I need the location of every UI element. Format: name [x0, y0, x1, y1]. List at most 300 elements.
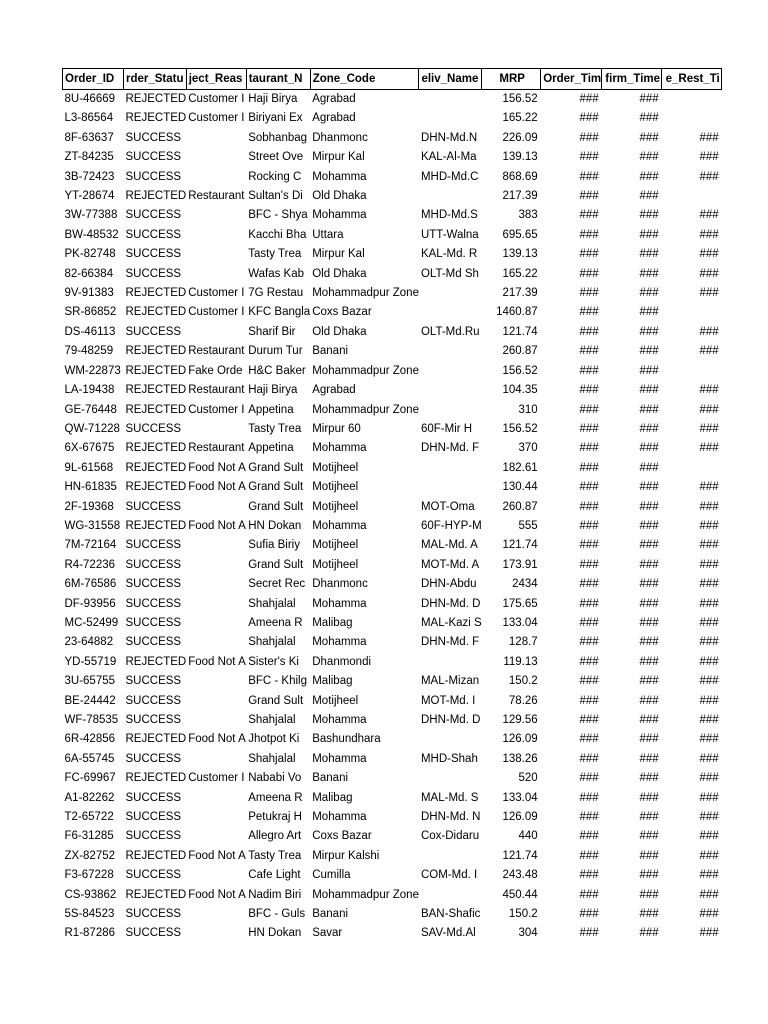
cell-rest-time[interactable]: ### — [699, 694, 719, 707]
cell-zone-code[interactable]: Cumilla — [312, 869, 351, 882]
cell-reject-reason[interactable] — [186, 595, 246, 614]
cell-rest-time[interactable] — [662, 109, 722, 128]
cell-deliv-name[interactable]: MAL-Md. A — [420, 539, 478, 552]
cell-confirm-time[interactable]: ### — [639, 442, 659, 455]
cell-reject-reason[interactable] — [186, 905, 246, 924]
cell-reject-reason[interactable]: Restaurant — [188, 384, 245, 397]
cell-mrp[interactable]: 310 — [518, 403, 538, 416]
cell-deliv-name[interactable] — [419, 303, 482, 322]
cell-reject-reason[interactable] — [186, 556, 246, 575]
cell-zone-code[interactable]: Banani — [312, 908, 349, 921]
cell-reject-reason[interactable] — [186, 168, 246, 187]
cell-reject-reason[interactable]: Food Not A — [188, 519, 246, 532]
cell-zone-code[interactable]: Motijheel — [312, 481, 359, 494]
header-zone-code[interactable]: Zone_Code — [310, 69, 419, 90]
cell-confirm-time[interactable]: ### — [639, 403, 659, 416]
cell-rest-time[interactable]: ### — [699, 519, 719, 532]
cell-order-status[interactable]: SUCCESS — [125, 267, 182, 280]
cell-order-status[interactable]: SUCCESS — [125, 791, 182, 804]
cell-order-status[interactable]: REJECTED — [125, 481, 187, 494]
cell-confirm-time[interactable]: ### — [639, 422, 659, 435]
cell-restaurant-name[interactable]: KFC Bangla — [248, 306, 311, 319]
cell-order-status[interactable]: SUCCESS — [125, 209, 182, 222]
cell-mrp[interactable]: 868.69 — [502, 170, 538, 183]
cell-reject-reason[interactable] — [186, 614, 246, 633]
cell-order-status[interactable]: SUCCESS — [125, 578, 182, 591]
cell-order-id[interactable]: 8F-63637 — [64, 131, 114, 144]
cell-reject-reason[interactable] — [186, 420, 246, 439]
cell-reject-reason[interactable]: Customer I — [188, 93, 245, 105]
cell-order-time[interactable]: ### — [579, 170, 599, 183]
cell-restaurant-name[interactable]: BFC - Khilg — [248, 675, 307, 688]
cell-reject-reason[interactable] — [186, 226, 246, 245]
cell-rest-time[interactable]: ### — [699, 228, 719, 241]
cell-order-id[interactable]: CS-93862 — [64, 888, 117, 901]
cell-mrp[interactable]: 1460.87 — [496, 306, 538, 319]
cell-zone-code[interactable]: Mohamma — [312, 170, 367, 183]
cell-zone-code[interactable]: Banani — [312, 772, 349, 785]
cell-order-id[interactable]: GE-76448 — [64, 403, 117, 416]
cell-reject-reason[interactable] — [186, 808, 246, 827]
cell-deliv-name[interactable]: MHD-Shah — [420, 752, 478, 765]
cell-mrp[interactable]: 121.74 — [502, 325, 538, 338]
cell-order-status[interactable]: REJECTED — [125, 733, 187, 746]
cell-restaurant-name[interactable]: Shahjalal — [248, 752, 296, 765]
cell-order-time[interactable]: ### — [579, 888, 599, 901]
cell-mrp[interactable]: 121.74 — [502, 849, 538, 862]
cell-zone-code[interactable]: Old Dhaka — [312, 325, 367, 338]
cell-rest-time[interactable] — [662, 362, 722, 381]
cell-restaurant-name[interactable]: Grand Sult — [248, 461, 304, 474]
cell-order-status[interactable]: REJECTED — [125, 306, 187, 319]
cell-mrp[interactable]: 156.52 — [502, 364, 538, 377]
cell-order-status[interactable]: SUCCESS — [125, 558, 182, 571]
cell-confirm-time[interactable]: ### — [639, 539, 659, 552]
cell-order-id[interactable]: MC-52499 — [64, 616, 119, 629]
cell-order-id[interactable]: YT-28674 — [64, 190, 115, 203]
cell-rest-time[interactable]: ### — [699, 752, 719, 765]
cell-reject-reason[interactable] — [186, 575, 246, 594]
cell-order-time[interactable]: ### — [579, 791, 599, 804]
cell-zone-code[interactable]: Mohamma — [312, 597, 367, 610]
cell-rest-time[interactable]: ### — [699, 151, 719, 164]
cell-deliv-name[interactable]: COM-Md. I — [420, 869, 478, 882]
cell-zone-code[interactable]: Mohammadpur Zone — [312, 888, 419, 901]
cell-order-time[interactable]: ### — [579, 752, 599, 765]
cell-reject-reason[interactable]: Food Not A — [188, 461, 246, 474]
cell-mrp[interactable]: 78.26 — [508, 694, 538, 707]
cell-mrp[interactable]: 440 — [518, 830, 538, 843]
cell-order-status[interactable]: REJECTED — [125, 190, 187, 203]
cell-confirm-time[interactable]: ### — [639, 733, 659, 746]
cell-confirm-time[interactable]: ### — [639, 772, 659, 785]
cell-order-status[interactable]: REJECTED — [125, 287, 187, 300]
cell-confirm-time[interactable]: ### — [639, 675, 659, 688]
cell-restaurant-name[interactable]: Jhotpot Ki — [248, 733, 300, 746]
cell-order-status[interactable]: SUCCESS — [125, 752, 182, 765]
cell-zone-code[interactable]: Mirpur Kal — [312, 248, 365, 261]
cell-order-id[interactable]: 23-64882 — [64, 636, 114, 649]
cell-confirm-time[interactable]: ### — [639, 888, 659, 901]
cell-order-status[interactable]: SUCCESS — [125, 228, 182, 241]
cell-order-time[interactable]: ### — [579, 811, 599, 824]
cell-confirm-time[interactable]: ### — [639, 287, 659, 300]
cell-mrp[interactable]: 139.13 — [502, 151, 538, 164]
cell-order-status[interactable]: SUCCESS — [125, 694, 182, 707]
cell-reject-reason[interactable] — [186, 245, 246, 264]
cell-rest-time[interactable]: ### — [699, 384, 719, 397]
cell-restaurant-name[interactable]: Cafe Light — [248, 869, 301, 882]
cell-confirm-time[interactable]: ### — [639, 228, 659, 241]
cell-order-id[interactable]: F3-67228 — [64, 869, 114, 882]
cell-deliv-name[interactable]: Cox-Didaru — [420, 830, 480, 843]
cell-order-status[interactable]: REJECTED — [125, 888, 187, 901]
cell-rest-time[interactable]: ### — [699, 830, 719, 843]
cell-restaurant-name[interactable]: BFC - Shya — [248, 209, 308, 222]
cell-reject-reason[interactable]: Customer I — [188, 306, 245, 319]
header-mrp[interactable]: MRP — [482, 69, 541, 90]
cell-order-id[interactable]: YD-55719 — [64, 655, 117, 668]
cell-order-status[interactable]: SUCCESS — [125, 131, 182, 144]
header-deliv-name[interactable]: eliv_Name — [419, 69, 482, 90]
cell-order-time[interactable]: ### — [579, 209, 599, 222]
cell-confirm-time[interactable]: ### — [639, 927, 659, 940]
cell-order-id[interactable]: 9L-61568 — [64, 461, 114, 474]
cell-restaurant-name[interactable]: HN Dokan — [248, 519, 302, 532]
header-confirm-time[interactable]: firm_Time — [602, 69, 662, 90]
cell-deliv-name[interactable] — [419, 769, 482, 788]
cell-deliv-name[interactable]: BAN-Shafic — [420, 908, 481, 921]
cell-reject-reason[interactable]: Food Not A — [188, 655, 246, 668]
cell-mrp[interactable]: 139.13 — [502, 248, 538, 261]
cell-zone-code[interactable]: Agrabad — [312, 112, 356, 125]
cell-mrp[interactable]: 150.2 — [508, 908, 538, 921]
cell-order-time[interactable]: ### — [579, 267, 599, 280]
cell-deliv-name[interactable]: DHN-Md. N — [420, 811, 481, 824]
cell-deliv-name[interactable] — [419, 459, 482, 478]
cell-restaurant-name[interactable]: 7G Restau — [248, 287, 304, 300]
cell-order-time[interactable]: ### — [579, 636, 599, 649]
cell-rest-time[interactable]: ### — [699, 481, 719, 494]
cell-order-status[interactable]: SUCCESS — [125, 616, 182, 629]
cell-restaurant-name[interactable]: HN Dokan — [248, 927, 302, 940]
cell-order-status[interactable]: REJECTED — [125, 93, 187, 105]
cell-mrp[interactable]: 243.48 — [502, 869, 538, 882]
cell-zone-code[interactable]: Mohamma — [312, 636, 367, 649]
cell-reject-reason[interactable] — [186, 265, 246, 284]
cell-order-id[interactable]: WG-31558 — [64, 519, 121, 532]
cell-confirm-time[interactable]: ### — [639, 616, 659, 629]
cell-restaurant-name[interactable]: Durum Tur — [248, 345, 303, 358]
cell-reject-reason[interactable] — [186, 633, 246, 652]
cell-deliv-name[interactable] — [419, 653, 482, 672]
cell-order-id[interactable]: ZX-82752 — [64, 849, 116, 862]
cell-order-id[interactable]: 79-48259 — [64, 345, 114, 358]
cell-rest-time[interactable] — [662, 459, 722, 478]
cell-order-id[interactable]: BW-48532 — [64, 228, 119, 241]
cell-mrp[interactable]: 260.87 — [502, 345, 538, 358]
cell-order-time[interactable]: ### — [579, 306, 599, 319]
cell-reject-reason[interactable]: Customer I — [188, 112, 245, 125]
cell-zone-code[interactable]: Mirpur Kal — [312, 151, 365, 164]
cell-mrp[interactable]: 133.04 — [502, 791, 538, 804]
cell-mrp[interactable]: 150.2 — [508, 675, 538, 688]
cell-order-id[interactable]: SR-86852 — [64, 306, 117, 319]
cell-zone-code[interactable]: Mirpur 60 — [312, 422, 361, 435]
cell-order-time[interactable]: ### — [579, 830, 599, 843]
cell-order-status[interactable]: REJECTED — [125, 461, 187, 474]
cell-order-time[interactable]: ### — [579, 539, 599, 552]
cell-confirm-time[interactable]: ### — [639, 849, 659, 862]
cell-deliv-name[interactable]: MAL-Md. S — [420, 791, 479, 804]
cell-confirm-time[interactable]: ### — [639, 636, 659, 649]
cell-zone-code[interactable]: Mohamma — [312, 752, 367, 765]
cell-restaurant-name[interactable]: Sufia Biriy — [248, 539, 300, 552]
cell-mrp[interactable]: 383 — [518, 209, 538, 222]
cell-reject-reason[interactable] — [186, 924, 246, 943]
cell-mrp[interactable]: 126.09 — [502, 733, 538, 746]
cell-zone-code[interactable]: Motijheel — [312, 694, 359, 707]
cell-reject-reason[interactable]: Customer I — [188, 287, 245, 300]
cell-reject-reason[interactable] — [186, 672, 246, 691]
cell-zone-code[interactable]: Mohammadpur Zone — [312, 403, 419, 416]
cell-order-time[interactable]: ### — [579, 131, 599, 144]
cell-order-id[interactable]: 7M-72164 — [64, 539, 117, 552]
cell-rest-time[interactable]: ### — [699, 791, 719, 804]
cell-order-time[interactable]: ### — [579, 287, 599, 300]
cell-order-status[interactable]: REJECTED — [125, 442, 187, 455]
cell-mrp[interactable]: 175.65 — [502, 597, 538, 610]
cell-zone-code[interactable]: Agrabad — [312, 93, 356, 105]
cell-order-id[interactable]: PK-82748 — [64, 248, 116, 261]
cell-restaurant-name[interactable]: Biriyani Ex — [248, 112, 303, 125]
cell-mrp[interactable]: 165.22 — [502, 267, 538, 280]
cell-zone-code[interactable]: Mohamma — [312, 714, 367, 726]
cell-deliv-name[interactable] — [419, 187, 482, 206]
cell-restaurant-name[interactable]: Secret Rec — [248, 578, 306, 591]
cell-deliv-name[interactable] — [419, 478, 482, 497]
cell-order-time[interactable]: ### — [579, 675, 599, 688]
cell-reject-reason[interactable]: Fake Orde — [188, 364, 243, 377]
cell-order-id[interactable]: 9V-91383 — [64, 287, 114, 300]
cell-order-id[interactable]: A1-82262 — [64, 791, 115, 804]
cell-order-id[interactable]: LA-19438 — [64, 384, 115, 397]
cell-restaurant-name[interactable]: Shahjalal — [248, 597, 296, 610]
cell-order-status[interactable]: SUCCESS — [125, 151, 182, 164]
cell-mrp[interactable]: 128.7 — [508, 636, 538, 649]
cell-confirm-time[interactable]: ### — [639, 151, 659, 164]
cell-restaurant-name[interactable]: Allegro Art — [248, 830, 302, 843]
cell-confirm-time[interactable]: ### — [639, 131, 659, 144]
cell-order-time[interactable]: ### — [579, 869, 599, 882]
cell-order-time[interactable]: ### — [579, 248, 599, 261]
cell-mrp[interactable]: 130.44 — [502, 481, 538, 494]
cell-order-status[interactable]: SUCCESS — [125, 830, 182, 843]
cell-restaurant-name[interactable]: Nababi Vo — [248, 772, 302, 785]
header-order-status[interactable]: rder_Statu — [124, 69, 187, 90]
cell-order-time[interactable]: ### — [579, 190, 599, 203]
cell-order-time[interactable]: ### — [579, 481, 599, 494]
cell-order-status[interactable]: REJECTED — [125, 655, 187, 668]
cell-order-status[interactable]: SUCCESS — [125, 714, 182, 726]
cell-restaurant-name[interactable]: Grand Sult — [248, 500, 304, 513]
cell-order-status[interactable]: SUCCESS — [125, 500, 182, 513]
cell-mrp[interactable]: 555 — [518, 519, 538, 532]
cell-order-id[interactable]: 8U-46669 — [64, 93, 116, 105]
cell-deliv-name[interactable]: DHN-Abdu — [420, 578, 477, 591]
cell-reject-reason[interactable] — [186, 129, 246, 148]
cell-order-time[interactable]: ### — [579, 325, 599, 338]
cell-order-time[interactable]: ### — [579, 519, 599, 532]
cell-zone-code[interactable]: Mohammadpur Zone — [312, 364, 419, 377]
cell-order-status[interactable]: SUCCESS — [125, 325, 182, 338]
cell-confirm-time[interactable]: ### — [639, 93, 659, 105]
cell-order-id[interactable]: T2-65722 — [64, 811, 114, 824]
cell-deliv-name[interactable]: DHN-Md. F — [420, 636, 480, 649]
cell-order-time[interactable]: ### — [579, 93, 599, 105]
cell-deliv-name[interactable]: KAL-Al-Ma — [420, 151, 477, 164]
cell-deliv-name[interactable]: MOT-Md. I — [420, 694, 476, 707]
cell-mrp[interactable]: 165.22 — [502, 112, 538, 125]
cell-zone-code[interactable]: Coxs Bazar — [312, 306, 372, 319]
cell-zone-code[interactable]: Malibag — [312, 675, 353, 688]
cell-mrp[interactable]: 217.39 — [502, 190, 538, 203]
cell-order-time[interactable]: ### — [579, 364, 599, 377]
cell-restaurant-name[interactable]: Kacchi Bha — [248, 228, 307, 241]
cell-zone-code[interactable]: Savar — [312, 927, 343, 940]
cell-reject-reason[interactable]: Food Not A — [188, 888, 246, 901]
cell-order-id[interactable]: DS-46113 — [64, 325, 116, 338]
cell-order-id[interactable]: R4-72236 — [64, 558, 116, 571]
cell-deliv-name[interactable]: MOT-Md. A — [420, 558, 480, 571]
cell-mrp[interactable]: 121.74 — [502, 539, 538, 552]
cell-order-id[interactable]: R1-87286 — [64, 927, 116, 940]
cell-order-time[interactable]: ### — [579, 461, 599, 474]
cell-order-id[interactable]: ZT-84235 — [64, 151, 114, 164]
cell-order-id[interactable]: 6X-67675 — [64, 442, 115, 455]
cell-mrp[interactable]: 156.52 — [502, 422, 538, 435]
cell-deliv-name[interactable]: MAL-Kazi S — [420, 616, 482, 629]
cell-order-status[interactable]: SUCCESS — [125, 170, 182, 183]
cell-confirm-time[interactable]: ### — [639, 714, 659, 726]
cell-reject-reason[interactable] — [186, 148, 246, 167]
cell-order-status[interactable]: SUCCESS — [125, 422, 182, 435]
cell-restaurant-name[interactable]: Grand Sult — [248, 694, 304, 707]
cell-confirm-time[interactable]: ### — [639, 578, 659, 591]
cell-mrp[interactable]: 450.44 — [502, 888, 538, 901]
cell-order-id[interactable]: L3-86564 — [64, 112, 114, 125]
cell-restaurant-name[interactable]: Haji Birya — [248, 384, 298, 397]
cell-order-time[interactable]: ### — [579, 500, 599, 513]
cell-mrp[interactable]: 138.26 — [502, 752, 538, 765]
cell-zone-code[interactable]: Motijheel — [312, 558, 359, 571]
cell-confirm-time[interactable]: ### — [639, 655, 659, 668]
cell-order-time[interactable]: ### — [579, 422, 599, 435]
cell-mrp[interactable]: 119.13 — [503, 655, 538, 668]
cell-order-status[interactable]: REJECTED — [125, 519, 187, 532]
cell-order-status[interactable]: SUCCESS — [125, 248, 182, 261]
cell-rest-time[interactable]: ### — [699, 325, 719, 338]
cell-rest-time[interactable]: ### — [699, 655, 719, 668]
cell-reject-reason[interactable] — [186, 206, 246, 225]
cell-mrp[interactable]: 370 — [518, 442, 538, 455]
cell-zone-code[interactable]: Coxs Bazar — [312, 830, 372, 843]
cell-reject-reason[interactable]: Food Not A — [188, 481, 246, 494]
cell-mrp[interactable]: 260.87 — [502, 500, 538, 513]
header-order-time[interactable]: Order_Tim — [541, 69, 602, 90]
cell-rest-time[interactable]: ### — [699, 597, 719, 610]
cell-reject-reason[interactable]: Restaurant — [188, 345, 245, 358]
cell-rest-time[interactable]: ### — [699, 170, 719, 183]
cell-rest-time[interactable]: ### — [699, 908, 719, 921]
cell-rest-time[interactable]: ### — [699, 811, 719, 824]
cell-reject-reason[interactable] — [186, 866, 246, 885]
cell-restaurant-name[interactable]: Shahjalal — [248, 714, 296, 726]
cell-order-time[interactable]: ### — [579, 151, 599, 164]
cell-order-time[interactable]: ### — [579, 403, 599, 416]
cell-reject-reason[interactable] — [186, 789, 246, 808]
cell-order-time[interactable]: ### — [579, 112, 599, 125]
cell-zone-code[interactable]: Mohammadpur Zone — [312, 287, 419, 300]
cell-confirm-time[interactable]: ### — [639, 830, 659, 843]
cell-order-time[interactable]: ### — [579, 772, 599, 785]
cell-order-status[interactable]: SUCCESS — [125, 539, 182, 552]
cell-deliv-name[interactable]: SAV-Md.Al — [420, 927, 476, 940]
cell-zone-code[interactable]: Agrabad — [312, 384, 356, 397]
cell-order-id[interactable]: FC-69967 — [64, 772, 116, 785]
cell-restaurant-name[interactable]: Ameena R — [248, 791, 303, 804]
cell-order-time[interactable]: ### — [579, 733, 599, 746]
cell-deliv-name[interactable]: 60F-HYP-M — [420, 519, 482, 532]
cell-order-status[interactable]: SUCCESS — [125, 636, 182, 649]
cell-confirm-time[interactable]: ### — [639, 112, 659, 125]
cell-rest-time[interactable]: ### — [699, 927, 719, 940]
cell-confirm-time[interactable]: ### — [639, 558, 659, 571]
cell-deliv-name[interactable]: MOT-Oma — [420, 500, 475, 513]
cell-order-time[interactable]: ### — [579, 578, 599, 591]
cell-deliv-name[interactable]: DHN-Md. D — [420, 597, 481, 610]
cell-restaurant-name[interactable]: Grand Sult — [248, 481, 304, 494]
cell-order-status[interactable]: SUCCESS — [125, 908, 182, 921]
cell-zone-code[interactable]: Motijheel — [312, 500, 359, 513]
cell-restaurant-name[interactable]: Wafas Kab — [248, 267, 305, 280]
cell-order-id[interactable]: 3W-77388 — [64, 209, 118, 222]
cell-deliv-name[interactable] — [419, 109, 482, 128]
cell-reject-reason[interactable] — [186, 827, 246, 846]
cell-order-id[interactable]: QW-71228 — [64, 422, 120, 435]
cell-mrp[interactable]: 104.35 — [502, 384, 538, 397]
cell-confirm-time[interactable]: ### — [639, 791, 659, 804]
cell-order-id[interactable]: WF-78535 — [64, 714, 119, 726]
cell-rest-time[interactable]: ### — [699, 403, 719, 416]
cell-order-time[interactable]: ### — [579, 616, 599, 629]
cell-rest-time[interactable]: ### — [699, 267, 719, 280]
cell-restaurant-name[interactable]: Nadim Biri — [248, 888, 302, 901]
cell-deliv-name[interactable] — [419, 847, 482, 866]
cell-mrp[interactable]: 226.09 — [502, 131, 538, 144]
cell-confirm-time[interactable]: ### — [639, 384, 659, 397]
cell-confirm-time[interactable]: ### — [639, 752, 659, 765]
cell-order-id[interactable]: 6M-76586 — [64, 578, 117, 591]
cell-order-id[interactable]: DF-93956 — [64, 597, 116, 610]
cell-rest-time[interactable]: ### — [699, 849, 719, 862]
cell-reject-reason[interactable] — [186, 692, 246, 711]
cell-mrp[interactable]: 173.91 — [502, 558, 538, 571]
cell-mrp[interactable]: 695.65 — [502, 228, 538, 241]
cell-rest-time[interactable]: ### — [699, 675, 719, 688]
cell-zone-code[interactable]: Dhanmonc — [312, 578, 368, 591]
cell-zone-code[interactable]: Dhanmonc — [312, 131, 368, 144]
